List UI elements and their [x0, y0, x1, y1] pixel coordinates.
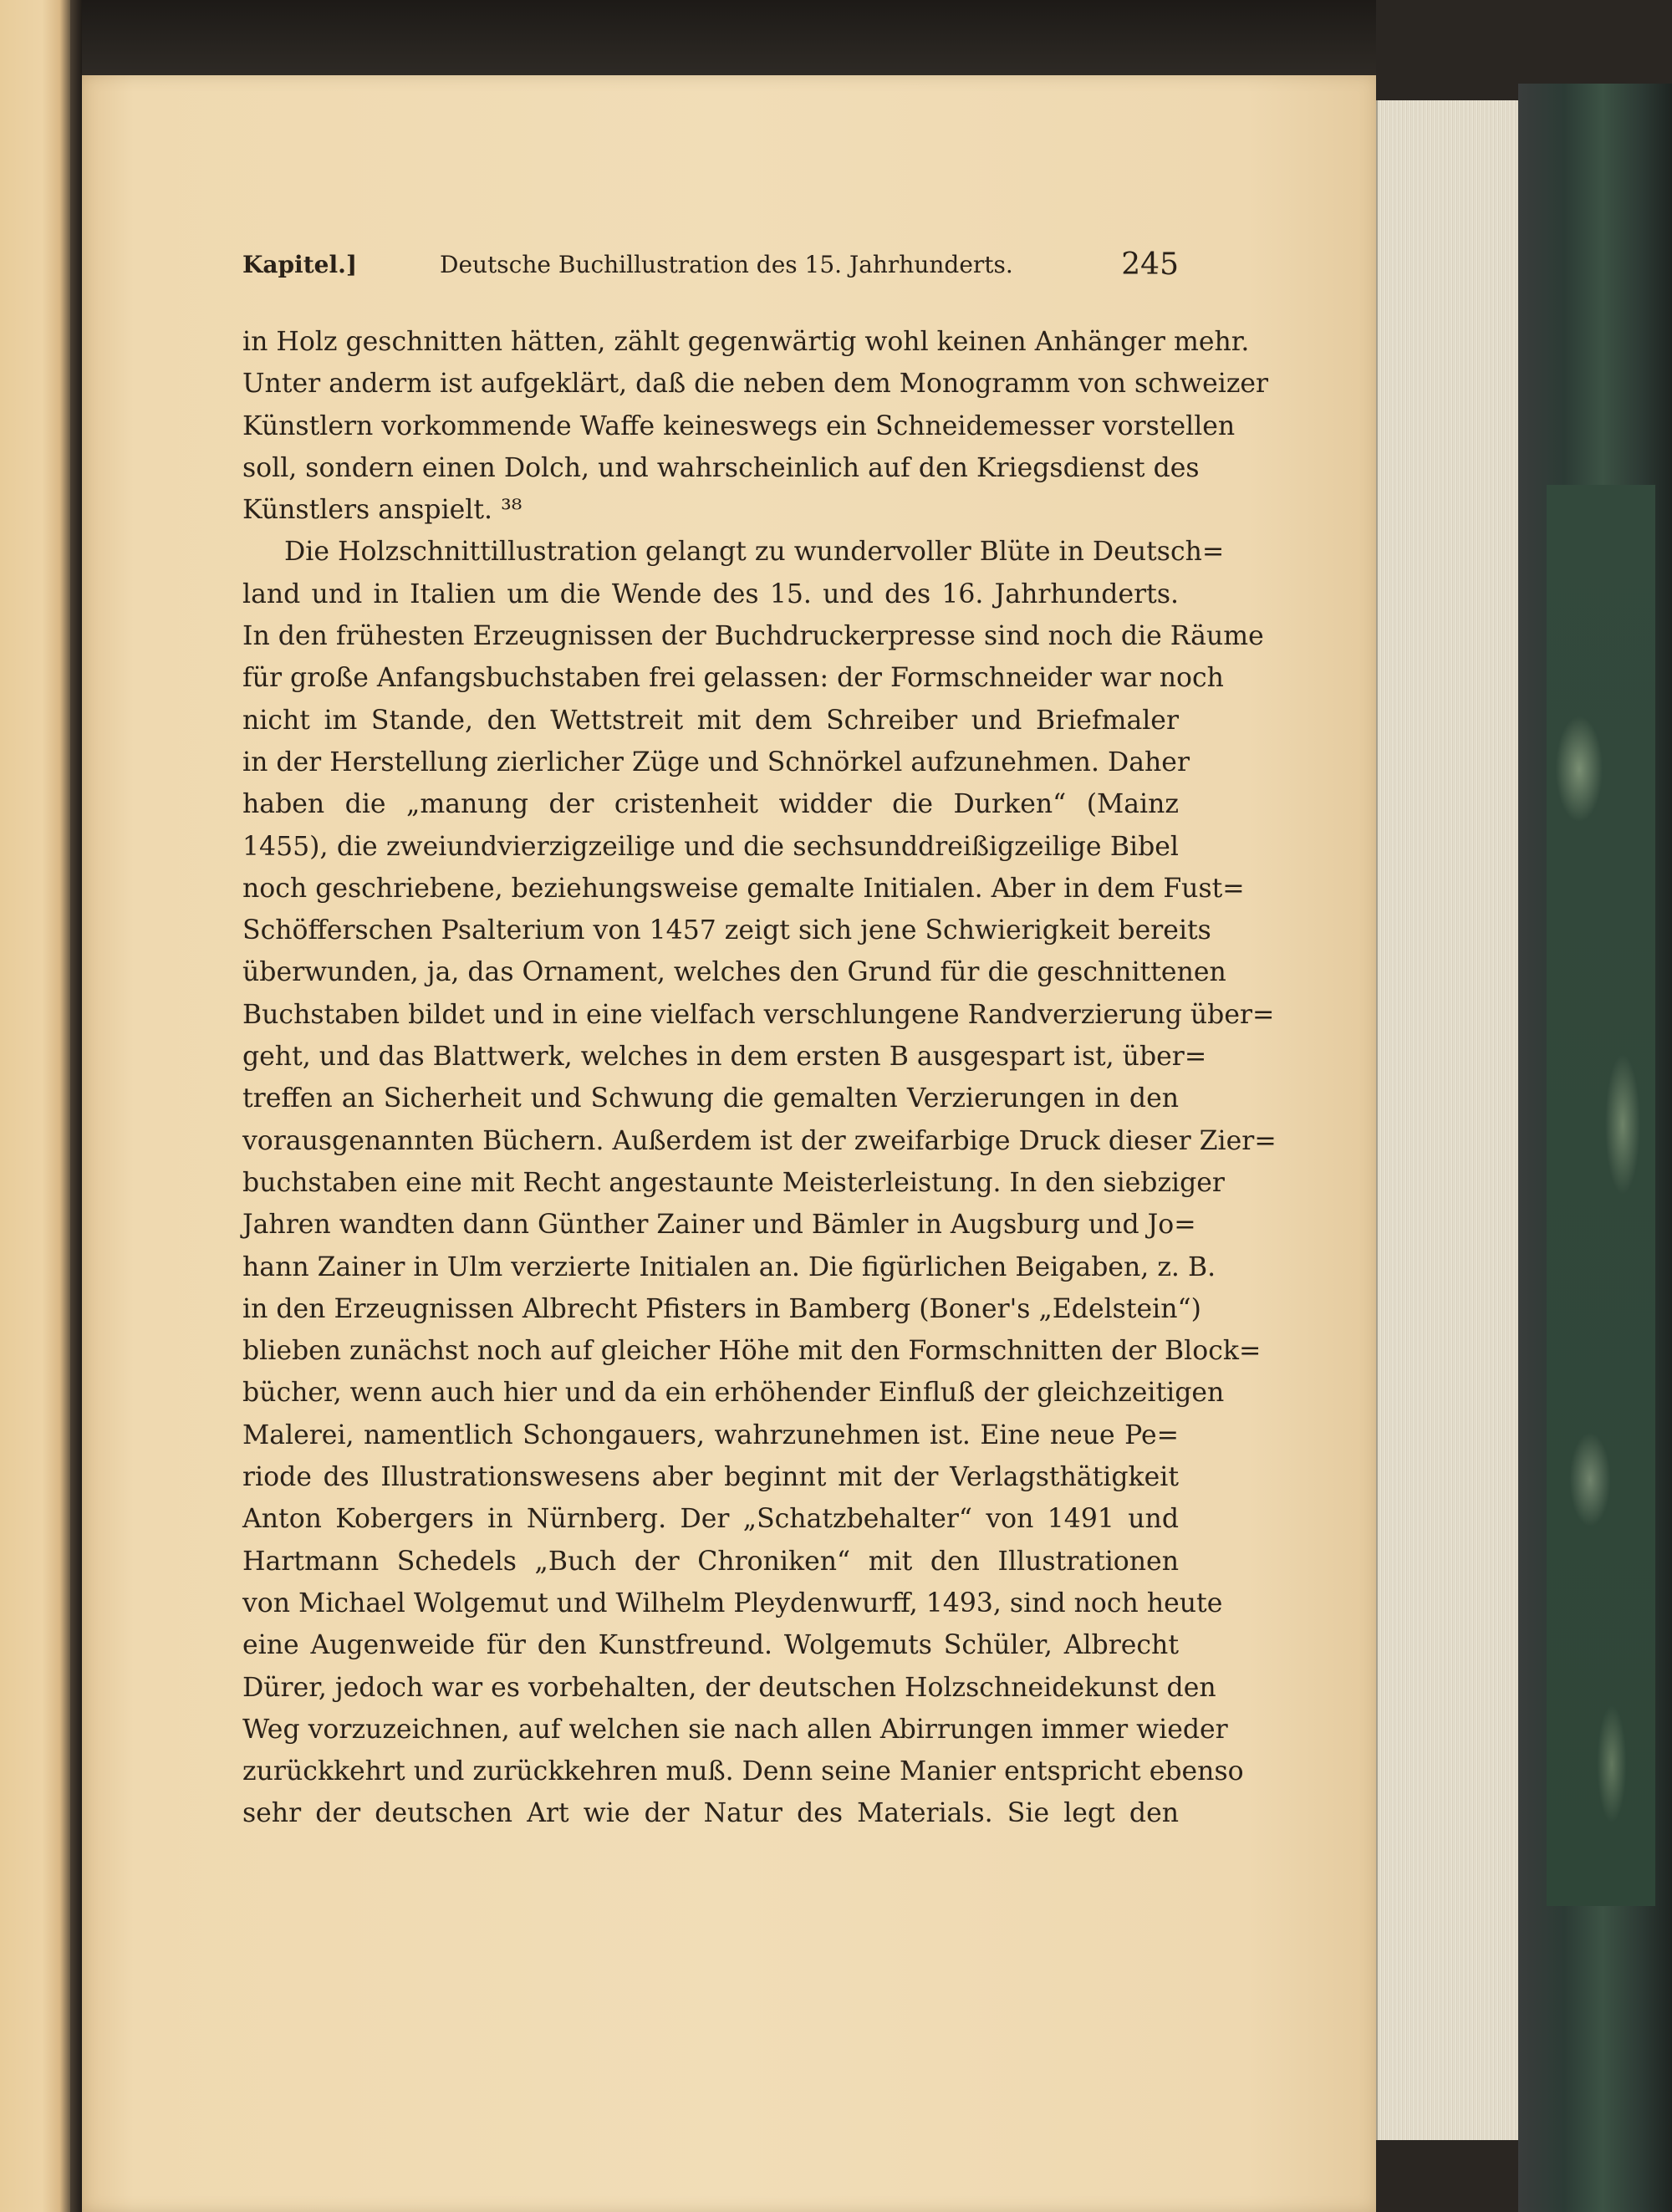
text-line: Weg vorzuzeichnen, auf welchen sie nach allen Abirrungen immer wieder: [242, 1714, 1228, 1745]
text-line: soll, sondern einen Dolch, und wahrscheinlich auf den Kriegsdienst des: [242, 452, 1200, 483]
page-number: 245: [1121, 247, 1179, 282]
page-edges-shadow: [1376, 2140, 1518, 2212]
text-line: vorausgenannten Büchern. Außerdem ist der zweifarbige Druck dieser Zier=: [242, 1125, 1277, 1156]
text-line: geht, und das Blattwerk, welches in dem ersten B ausgespart ist, über=: [242, 1042, 1207, 1073]
text-line: für große Anfangsbuchstaben frei gelassen: der Formschneider war noch: [242, 663, 1224, 694]
text-line: in den Erzeugnissen Albrecht Pfisters in Bamberg (Boner's „Edelstein“): [242, 1293, 1201, 1324]
text-line: sehr der deutschen Art wie der Natur des Materials. Sie legt den: [242, 1798, 1179, 1829]
text-line: Die Holzschnittillustration gelangt zu wundervoller Blüte in Deutsch=: [284, 537, 1225, 568]
text-line: zurückkehrt und zurückkehren muß. Denn seine Manier entspricht ebenso: [242, 1756, 1244, 1787]
text-line: noch geschriebene, beziehungsweise gemalte Initialen. Aber in dem Fust=: [242, 873, 1245, 904]
facing-page-edge: [0, 0, 70, 2212]
text-line: Künstlers anspielt. ³⁸: [242, 495, 522, 526]
book-gutter: [70, 0, 82, 2212]
text-line: Dürer, jedoch war es vorbehalten, der deutschen Holzschneidekunst den: [242, 1672, 1216, 1703]
text-line: treffen an Sicherheit und Schwung die gemalten Verzierungen in den: [242, 1083, 1179, 1114]
page-edges: [1376, 100, 1520, 2157]
text-line: in der Herstellung zierlicher Züge und Schnörkel aufzunehmen. Daher: [242, 747, 1190, 777]
text-line: In den frühesten Erzeugnissen der Buchdruckerpresse sind noch die Räume: [242, 621, 1264, 652]
text-line: land und in Italien um die Wende des 15. und des 16. Jahrhunderts.: [242, 578, 1179, 609]
text-line: Hartmann Schedels „Buch der Chroniken“ mit den Illustrationen: [242, 1546, 1179, 1577]
text-line: Unter anderm ist aufgeklärt, daß die neben dem Monogramm von schweizer: [242, 369, 1269, 400]
text-line: Buchstaben bildet und in eine vielfach verschlungene Randverzierung über=: [242, 999, 1275, 1030]
page-top-shadow: [82, 0, 1376, 75]
body-text: [242, 321, 1277, 1835]
text-line: in Holz geschnitten hätten, zählt gegenwärtig wohl keinen Anhänger mehr.: [242, 327, 1250, 357]
text-line: Künstlern vorkommende Waffe keineswegs ein Schneidemesser vorstellen: [242, 410, 1236, 441]
text-line: haben die „manung der cristenheit widder die Durken“ (Mainz: [242, 789, 1179, 820]
marbled-cover-pattern: [1547, 485, 1655, 1906]
chapter-label: Kapitel.]: [242, 251, 358, 278]
text-line: 1455), die zweiundvierzigzeilige und die sechsunddreißigzeilige Bibel: [242, 831, 1179, 862]
text-line: nicht im Stande, den Wettstreit mit dem Schreiber und Briefmaler: [242, 705, 1179, 736]
text-line: bücher, wenn auch hier und da ein erhöhender Einfluß der gleichzeitigen: [242, 1378, 1225, 1409]
text-line: Jahren wandten dann Günther Zainer und Bämler in Augsburg und Jo=: [242, 1210, 1196, 1241]
text-line: buchstaben eine mit Recht angestaunte Meisterleistung. In den siebziger: [242, 1167, 1225, 1198]
text-line: Malerei, namentlich Schongauers, wahrzunehmen ist. Eine neue Pe=: [242, 1419, 1179, 1450]
text-line: Schöfferschen Psalterium von 1457 zeigt sich jene Schwierigkeit bereits: [242, 915, 1211, 946]
text-line: blieben zunächst noch auf gleicher Höhe mit den Formschnitten der Block=: [242, 1336, 1262, 1367]
text-line: Anton Kobergers in Nürnberg. Der „Schatzbehalter“ von 1491 und: [242, 1504, 1179, 1535]
text-line: riode des Illustrationswesens aber beginnt mit der Verlagsthätigkeit: [242, 1462, 1179, 1493]
text-line: eine Augenweide für den Kunstfreund. Wolgemuts Schüler, Albrecht: [242, 1630, 1179, 1661]
running-header: [242, 247, 1179, 293]
running-title: Deutsche Buchillustration des 15. Jahrhunderts.: [440, 251, 1013, 278]
text-line: von Michael Wolgemut und Wilhelm Pleydenwurff, 1493, sind noch heute: [242, 1588, 1223, 1618]
text-line: überwunden, ja, das Ornament, welches den Grund für die geschnittenen: [242, 957, 1226, 988]
text-line: hann Zainer in Ulm verzierte Initialen an. Die figürlichen Beigaben, z. B.: [242, 1251, 1216, 1282]
